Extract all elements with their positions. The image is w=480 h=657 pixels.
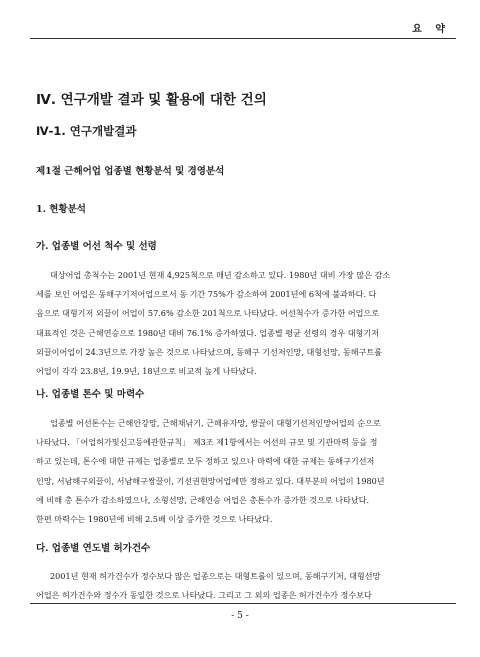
paragraph-line: 인망, 서남해구외끌이, 서남해구쌍끌이, 기선권현망어업에만 정하고 있다. 대부분의 어업이 1980년 bbox=[36, 475, 385, 486]
subsection-title-da: 다. 업종별 연도별 허가건수 bbox=[36, 543, 151, 554]
footer-rule bbox=[30, 603, 456, 604]
paragraph-line: 음으로 대형기저 외끌이 어업이 57.6% 감소한 201척으로 나타났다. 어선척수가 증가한 어업으로 bbox=[36, 308, 380, 319]
running-header: 요 약 bbox=[412, 24, 450, 35]
paragraph-line: 어업은 허가건수와 정수가 동일한 것으로 나타났다. 그리고 그 외의 업종은 허가건수가 정수보다 bbox=[36, 590, 372, 601]
paragraph-line: 2001년 현재 허가건수가 정수보다 많은 업종으로는 대형트롤이 있으며, 동해구기저, 대형선망 bbox=[50, 571, 381, 581]
paragraph-na bbox=[36, 414, 444, 529]
paragraph-line: 에 비해 총 톤수가 감소하였으나, 소형선망, 근해연승 어업은 총톤수가 증가한 것으로 나타났다. bbox=[36, 494, 370, 505]
paragraph-line: 하고 있는데, 톤수에 대한 규제는 업종별로 모두 정하고 있으나 마력에 대한 규제는 동해구기선저 bbox=[36, 456, 375, 467]
page-number: - 5 - bbox=[231, 611, 249, 621]
paragraph-line: 어업이 각각 23.8년, 19.9년, 18년으로 비교적 높게 나타났다. bbox=[36, 366, 257, 377]
paragraph-line: 외끌이어업이 24.3년으로 가장 높은 것으로 나타났으며, 동해구 기선저인망, 대형선망, 동해구트롤 bbox=[36, 346, 383, 357]
item-title: 1. 현황분석 bbox=[36, 204, 86, 215]
paragraph-ga bbox=[36, 266, 444, 381]
paragraph-line: 세를 보인 어업은 동해구기저어업으로서 동 기간 75%가 감소하여 2001년에 6척에 불과하다. 다 bbox=[36, 289, 377, 300]
header-rule bbox=[30, 38, 456, 39]
paragraph-line: 한편 마력수는 1980년에 비해 2.5배 이상 증가한 것으로 나타났다. bbox=[36, 514, 273, 525]
subchapter-title: Ⅳ-1. 연구개발결과 bbox=[36, 124, 137, 138]
paragraph-line: 대상어업 총척수는 2001년 현재 4,925척으로 매년 감소하고 있다. 1980년 대비 가장 많은 감소 bbox=[50, 270, 391, 280]
paragraph-line: 나타났다. 「어업허가및신고등에관한규칙」 제3조 제1항에서는 어선의 규모 및 기관마력 등을 정 bbox=[36, 437, 378, 448]
subsection-title-na: 나. 업종별 톤수 및 마력수 bbox=[36, 389, 145, 400]
section-title: 제1절 근해어업 업종별 현황분석 및 경영분석 bbox=[36, 166, 225, 177]
paragraph-da bbox=[36, 567, 444, 605]
subsection-title-ga: 가. 업종별 어선 척수 및 선령 bbox=[36, 241, 157, 252]
chapter-title: Ⅳ. 연구개발 결과 및 활용에 대한 건의 bbox=[36, 92, 267, 108]
paragraph-line: 업종별 어선톤수는 근해안강망, 근해채낚기, 근해유자망, 쌍끌이 대형기선저인망어업의 순으로 bbox=[50, 418, 381, 428]
paragraph-line: 대표적인 것은 근해연승으로 1980년 대비 76.1% 증가하였다. 업종별 평균 선령의 경우 대형기저 bbox=[36, 327, 380, 338]
